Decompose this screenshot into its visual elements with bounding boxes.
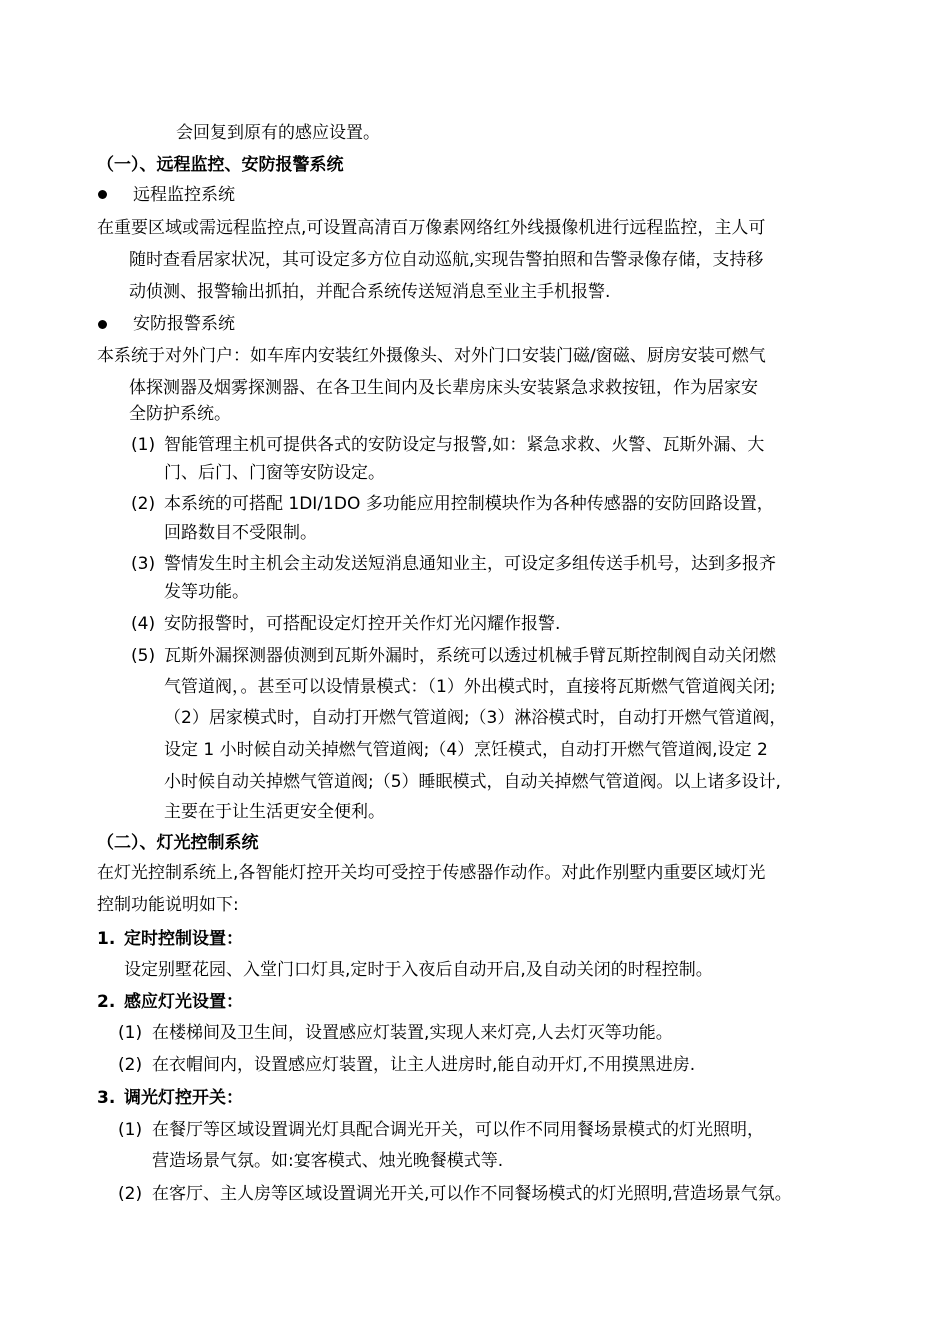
paragraph-line: 全防护系统。 — [129, 404, 231, 424]
paragraph-line: 控制功能说明如下: — [97, 895, 239, 915]
subheading-number: 1. — [97, 929, 116, 949]
subheading-number: 2. — [97, 992, 116, 1012]
list-item-continuation: （2）居家模式时，自动打开燃气管道阀;（3）淋浴模式时，自动打开燃气管道阀， — [164, 708, 787, 728]
text-line: 会回复到原有的感应设置。 — [176, 123, 380, 143]
paragraph-line: 在灯光控制系统上,各智能灯控开关均可受控于传感器作动作。对此作别墅内重要区域灯光 — [97, 863, 766, 883]
list-item: 本系统的可搭配 1DI/1DO 多功能应用控制模块作为各种传感器的安防回路设置， — [164, 494, 774, 514]
bullet-item: 远程监控系统 — [133, 185, 235, 205]
list-item: 在客厅、主人房等区域设置调光开关,可以作不同餐场模式的灯光照明,营造场景气氛。 — [152, 1184, 792, 1204]
bullet-icon — [98, 320, 107, 329]
paragraph-line: 体探测器及烟雾探测器、在各卫生间内及长辈房床头安装紧急求救按钮，作为居家安 — [129, 378, 758, 398]
list-item-continuation: 主要在于让生活更安全便利。 — [164, 802, 385, 822]
subheading: 调光灯控开关： — [124, 1088, 243, 1108]
paragraph-line: 随时查看居家状况，其可设定多方位自动巡航,实现告警拍照和告警录像存储，支持移 — [129, 250, 764, 270]
list-item: 智能管理主机可提供各式的安防设定与报警,如：紧急求救、火警、瓦斯外漏、大 — [164, 435, 765, 455]
list-item: 警情发生时主机会主动发送短消息通知业主，可设定多组传送手机号，达到多报齐 — [164, 554, 776, 574]
bullet-item: 安防报警系统 — [133, 314, 235, 334]
list-item: 在衣帽间内，设置感应灯装置，让主人进房时,能自动开灯,不用摸黑进房. — [152, 1055, 696, 1075]
paragraph-line: 本系统于对外门户：如车库内安装红外摄像头、对外门口安装门磁/窗磁、厨房安装可燃气 — [97, 346, 766, 366]
list-item-continuation: 发等功能。 — [164, 582, 249, 602]
list-number: (2) — [131, 494, 156, 514]
subheading: 定时控制设置： — [124, 929, 243, 949]
section-heading: （二）、灯光控制系统 — [97, 833, 259, 853]
bullet-icon — [98, 190, 107, 199]
list-number: (4) — [131, 614, 156, 634]
list-number: (1) — [118, 1120, 143, 1140]
list-number: (2) — [118, 1184, 143, 1204]
list-item-continuation: 营造场景气氛。如:宴客模式、烛光晚餐模式等. — [152, 1151, 504, 1171]
list-item-continuation: 小时候自动关掉燃气管道阀;（5）睡眠模式，自动关掉燃气管道阀。以上诸多设计, — [164, 772, 781, 792]
list-item: 安防报警时，可搭配设定灯控开关作灯光闪耀作报警. — [164, 614, 561, 634]
list-item-continuation: 气管道阀，。甚至可以设情景模式：（1）外出模式时，直接将瓦斯燃气管道阀关闭; — [164, 677, 776, 697]
paragraph-line: 动侦测、报警输出抓拍，并配合系统传送短消息至业主手机报警. — [129, 282, 611, 302]
list-number: (5) — [131, 646, 156, 666]
list-item-continuation: 设定 1 小时候自动关掉燃气管道阀;（4）烹饪模式，自动打开燃气管道阀,设定 2 — [164, 740, 768, 760]
list-number: (3) — [131, 554, 156, 574]
paragraph-line: 设定别墅花园、入堂门口灯具,定时于入夜后自动开启,及自动关闭的时程控制。 — [124, 960, 713, 980]
list-number: (1) — [118, 1023, 143, 1043]
subheading-number: 3. — [97, 1088, 116, 1108]
list-number: (1) — [131, 435, 156, 455]
paragraph-line: 在重要区域或需远程监控点,可设置高清百万像素网络红外线摄像机进行远程监控，主人可 — [97, 218, 766, 238]
list-item: 瓦斯外漏探测器侦测到瓦斯外漏时，系统可以透过机械手臂瓦斯控制阀自动关闭燃 — [164, 646, 776, 666]
list-number: (2) — [118, 1055, 143, 1075]
list-item: 在餐厅等区域设置调光灯具配合调光开关，可以作不同用餐场景模式的灯光照明， — [152, 1120, 764, 1140]
section-heading: （一）、远程监控、安防报警系统 — [97, 155, 344, 175]
list-item-continuation: 门、后门、门窗等安防设定。 — [164, 463, 385, 483]
subheading: 感应灯光设置： — [124, 992, 243, 1012]
list-item: 在楼梯间及卫生间，设置感应灯装置,实现人来灯亮,人去灯灭等功能。 — [152, 1023, 673, 1043]
list-item-continuation: 回路数目不受限制。 — [164, 523, 317, 543]
